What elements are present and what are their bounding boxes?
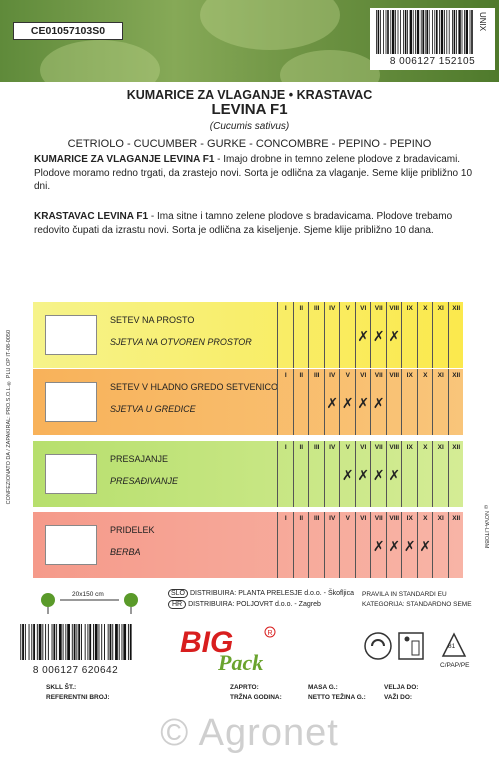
calendar-row [33, 369, 463, 435]
month-label: VII [374, 444, 383, 451]
month-cell [401, 441, 418, 507]
activity-label: SETEV V HLADNO GREDO SETVENICO [110, 382, 279, 392]
month-cell [293, 369, 310, 435]
month-mark: ✗ [372, 467, 385, 483]
barcode-bars [374, 10, 474, 54]
month-label: IX [406, 372, 413, 379]
month-label: IX [406, 305, 413, 312]
month-cell [448, 512, 465, 578]
month-cell [448, 441, 465, 507]
month-cell [370, 512, 387, 578]
activity-sublabel: BERBA [110, 547, 141, 557]
recycle-icons [362, 628, 482, 673]
month-label: III [314, 305, 320, 312]
month-mark: ✗ [357, 328, 370, 344]
month-cell [417, 302, 434, 368]
month-cell [401, 302, 418, 368]
month-label: II [299, 444, 304, 451]
month-grid [277, 369, 463, 435]
month-label: IX [406, 444, 413, 451]
month-cell [355, 512, 372, 578]
month-cell [339, 441, 356, 507]
month-label: XI [437, 372, 444, 379]
calendar-row [33, 441, 463, 507]
month-label: II [299, 515, 304, 522]
month-cell [308, 441, 325, 507]
month-cell [339, 369, 356, 435]
svg-text:R: R [267, 630, 273, 637]
month-label: VIII [389, 305, 400, 312]
recycle-number: 81 [448, 643, 456, 650]
bottom-barcode-number: 8 006127 620642 [32, 665, 119, 676]
month-cell [355, 441, 372, 507]
eu-rules: PRAVILA IN STANDARDI EU [362, 591, 447, 598]
month-label: V [345, 372, 350, 379]
month-cell [339, 512, 356, 578]
skll-label: SKLL ŠT.: [46, 684, 77, 691]
month-cell [370, 369, 387, 435]
month-label: XII [452, 515, 461, 522]
activity-illustration [45, 525, 97, 565]
month-mark: ✗ [419, 538, 432, 554]
month-cell [277, 441, 294, 507]
month-label: IV [329, 444, 336, 451]
month-cell [432, 302, 449, 368]
svg-text:Pack: Pack [218, 650, 264, 674]
activity-sublabel: SJETVA U GREDICE [110, 404, 196, 414]
month-grid [277, 512, 463, 578]
month-cell [448, 302, 465, 368]
side-text-right: ©NOVA-LITOBM [483, 505, 489, 549]
month-cell [386, 441, 403, 507]
month-cell [277, 512, 294, 578]
month-cell [339, 302, 356, 368]
spacing-label: 20x150 cm [72, 591, 104, 598]
month-mark: ✗ [388, 467, 401, 483]
month-label: VII [374, 305, 383, 312]
month-label: VIII [389, 515, 400, 522]
month-cell [386, 302, 403, 368]
velja-label: VELJA DO: [384, 684, 419, 691]
side-text: CONFEZIONATO DA / ZAPAKIRAL: PRO.S.O.L.® PLU OP IT-08-0050 [6, 330, 12, 505]
month-label: IX [406, 515, 413, 522]
svg-text:BIG: BIG [180, 626, 234, 659]
month-label: XI [437, 305, 444, 312]
distributor-slo: SLO DISTRIBUIRA: PLANTA PRELESJE d.o.o. - Škofljica [168, 590, 354, 597]
seed-category: KATEGORIJA: STANDARDNO SEME [362, 601, 472, 608]
distributor-hr: HR DISTRIBUIRA: POLJOVRT d.o.o. - Zagreb [168, 601, 321, 608]
activity-label: PRESAJANJE [110, 454, 169, 464]
month-mark: ✗ [326, 395, 339, 411]
month-cell [355, 369, 372, 435]
month-label: VI [360, 372, 367, 379]
month-label: XII [452, 444, 461, 451]
month-mark: ✗ [372, 538, 385, 554]
month-grid [277, 441, 463, 507]
activity-illustration [45, 382, 97, 422]
barcode-number: 8 006127 152105 [389, 56, 476, 67]
month-cell [370, 441, 387, 507]
month-cell [417, 441, 434, 507]
month-cell [417, 369, 434, 435]
month-label: IV [329, 372, 336, 379]
month-cell [324, 369, 341, 435]
month-cell [293, 302, 310, 368]
month-label: V [345, 305, 350, 312]
month-label: VII [374, 372, 383, 379]
month-cell [293, 512, 310, 578]
month-cell [432, 369, 449, 435]
month-label: I [284, 305, 287, 312]
month-cell [293, 441, 310, 507]
month-label: XII [452, 305, 461, 312]
month-label: I [284, 444, 287, 451]
activity-sublabel: SJETVA NA OTVOREN PROSTOR [110, 337, 252, 347]
month-cell [324, 512, 341, 578]
month-mark: ✗ [403, 538, 416, 554]
month-label: X [423, 305, 428, 312]
month-cell [432, 512, 449, 578]
watermark: © Agronet [160, 712, 339, 754]
neto-label: NETTO TEŽINA G.: [308, 694, 366, 701]
latin-name: (Cucumis sativus) [209, 121, 290, 132]
month-cell [355, 302, 372, 368]
calendar-row [33, 302, 463, 368]
month-cell [308, 369, 325, 435]
bottom-barcode [18, 624, 133, 676]
month-label: XI [437, 515, 444, 522]
month-cell [401, 369, 418, 435]
calendar-row [33, 512, 463, 578]
month-label: IV [329, 515, 336, 522]
month-cell [401, 512, 418, 578]
vazi-label: VAŽI DO: [384, 694, 413, 701]
month-grid [277, 302, 463, 368]
activity-label: SETEV NA PROSTO [110, 315, 195, 325]
month-mark: ✗ [388, 328, 401, 344]
unix-label: UNIX [478, 12, 487, 32]
month-cell [386, 512, 403, 578]
month-mark: ✗ [372, 395, 385, 411]
big-pack-logo [178, 624, 290, 674]
top-barcode [370, 8, 495, 70]
month-mark: ✗ [388, 538, 401, 554]
month-label: VI [360, 515, 367, 522]
month-label: X [423, 372, 428, 379]
month-label: IV [329, 305, 336, 312]
recycle-label: C/PAP/PE [440, 662, 470, 669]
month-mark: ✗ [357, 395, 370, 411]
month-label: V [345, 444, 350, 451]
activity-sublabel: PRESAĐIVANJE [110, 476, 179, 486]
description-slo: KUMARICE ZA VLAGANJE LEVINA F1 - Imajo drobne in temno zelene plodove z bradavicami. Plodove moramo redno trgati, da zrastejo novi. Sorta je odlična za vlaganje. Seme klije približno 10 dni. [34, 154, 473, 192]
activity-illustration [45, 315, 97, 355]
month-label: V [345, 515, 350, 522]
month-label: VI [360, 305, 367, 312]
month-mark: ✗ [372, 328, 385, 344]
month-cell [324, 302, 341, 368]
activity-illustration [45, 454, 97, 494]
month-cell [308, 302, 325, 368]
month-mark: ✗ [341, 467, 354, 483]
month-mark: ✗ [341, 395, 354, 411]
month-cell [277, 302, 294, 368]
month-mark: ✗ [357, 467, 370, 483]
header-banner [0, 0, 499, 82]
month-label: VIII [389, 372, 400, 379]
month-cell [324, 441, 341, 507]
ref-label: REFERENTNI BROJ: [46, 694, 110, 701]
zaprto-label: ZAPRTO: [230, 684, 259, 691]
product-code: CE01057103S0 [13, 22, 123, 40]
languages-line: CETRIOLO - CUCUMBER - GURKE - CONCOMBRE - PEPINO - PEPINO [67, 138, 432, 150]
month-cell [277, 369, 294, 435]
month-label: XI [437, 444, 444, 451]
month-cell [370, 302, 387, 368]
month-cell [417, 512, 434, 578]
month-cell [308, 512, 325, 578]
month-label: III [314, 515, 320, 522]
month-label: X [423, 444, 428, 451]
description-hr: KRASTAVAC LEVINA F1 - Ima sitne i tamno zelene plodove s bradavicama. Plodove trebamo redovito čupati da izrastu novi. Sorta je odlična za kiseljenje. Sjeme klije približno 10 dana. [34, 211, 453, 236]
month-label: I [284, 515, 287, 522]
month-label: VI [360, 444, 367, 451]
month-label: III [314, 444, 320, 451]
month-label: III [314, 372, 320, 379]
month-label: II [299, 372, 304, 379]
title-line2: LEVINA F1 [211, 101, 288, 118]
month-cell [432, 441, 449, 507]
month-cell [386, 369, 403, 435]
masa-label: MASA G.: [308, 684, 338, 691]
trzna-label: TRŽNA GODINA: [230, 694, 282, 701]
month-label: XII [452, 372, 461, 379]
month-cell [448, 369, 465, 435]
spacing-info [36, 588, 146, 618]
month-label: VII [374, 515, 383, 522]
barcode-bars-bottom [18, 624, 133, 660]
month-label: II [299, 305, 304, 312]
title-line1: KUMARICE ZA VLAGANJE • KRASTAVAC [126, 88, 373, 102]
month-label: X [423, 515, 428, 522]
month-label: I [284, 372, 287, 379]
activity-label: PRIDELEK [110, 525, 155, 535]
month-label: VIII [389, 444, 400, 451]
